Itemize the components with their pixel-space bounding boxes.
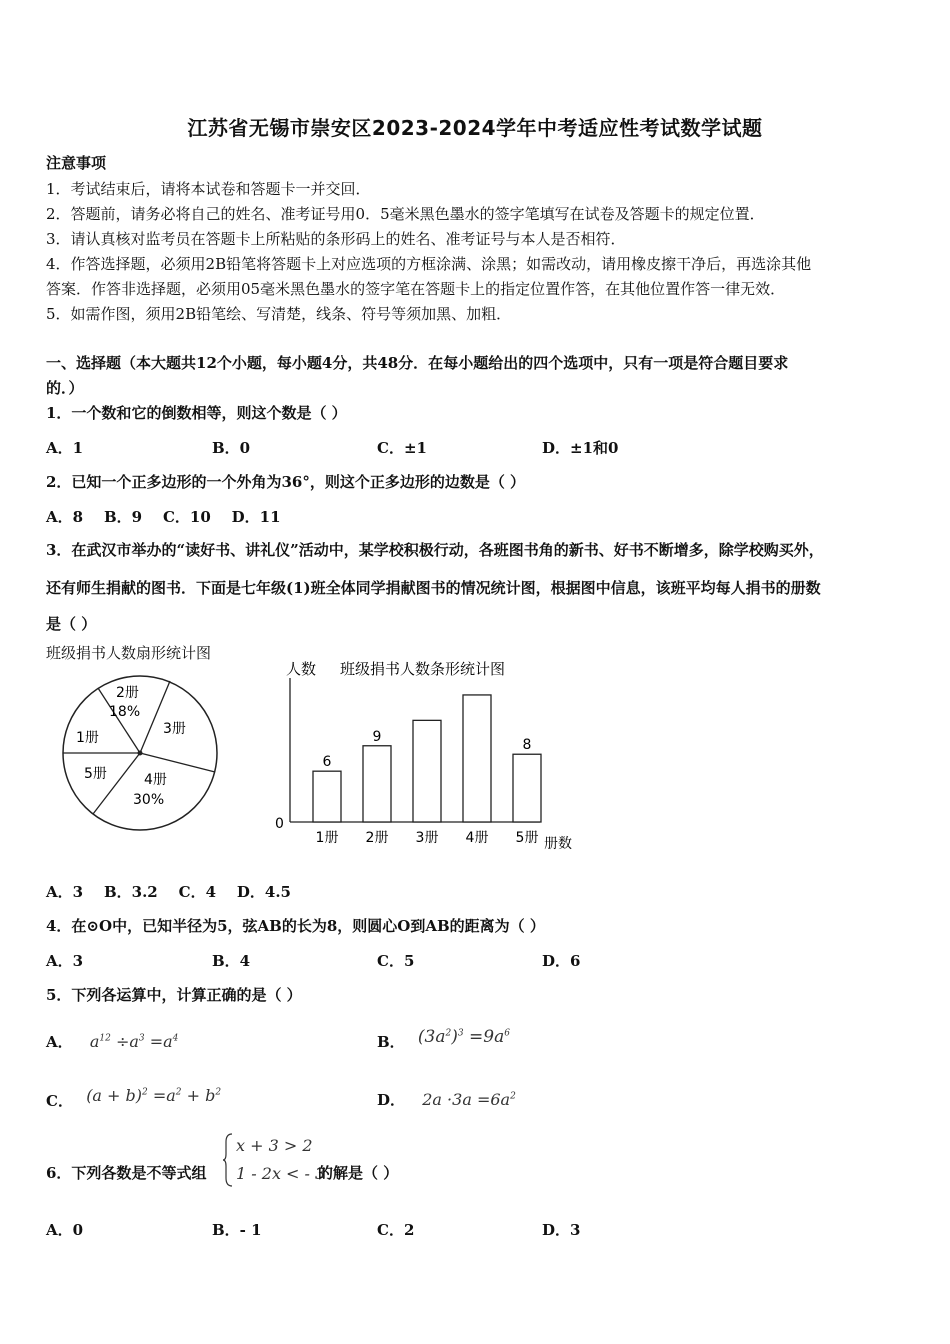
pie-divider	[140, 753, 215, 772]
notice-item: 1．考试结束后，请将本试卷和答题卡一并交回．	[46, 180, 371, 198]
q5-a-label: A．	[46, 1033, 73, 1051]
q4-option-d: D．6	[542, 952, 581, 970]
q5-b-expr: $(3a^2)^3 =9a^6$	[417, 1027, 510, 1047]
section-heading: 一、选择题（本大题共12个小题，每小题4分，共48分．在每小题给出的四个选项中，只有一项是符合题目要求	[46, 354, 789, 372]
question-6-stem-post: 的解是（ ）	[318, 1164, 399, 1182]
pie-chart	[40, 660, 240, 840]
section-heading-cont: 的．）	[46, 379, 84, 397]
pie-center	[138, 751, 143, 756]
q3-options: A．3 B．3.2 C．4 D．4.5	[46, 883, 291, 901]
q5-b-label: B．	[377, 1033, 405, 1051]
question-4-stem: 4．在⊙O中，已知半径为5，弦AB的长为8，则圆心O到AB的距离为（ ）	[46, 917, 545, 935]
bar-origin-label: 0	[275, 816, 284, 832]
question-5-stem: 5．下列各运算中，计算正确的是（ ）	[46, 986, 302, 1004]
pie-label-2: 2册	[116, 685, 139, 701]
bar-3	[413, 720, 441, 822]
q6-option-d: D．3	[542, 1221, 581, 1239]
bar-chart	[270, 650, 590, 860]
question-1-stem: 1．一个数和它的倒数相等，则这个数是（ ）	[46, 404, 347, 422]
bar-2	[363, 746, 391, 822]
pie-percent-4: 30%	[133, 792, 165, 808]
q1-option-d: D．±1和0	[542, 439, 619, 457]
q2-options: A．8 B．9 C．10 D．11	[46, 508, 281, 526]
q5-option-b	[377, 1026, 510, 1051]
pie-label-3: 3册	[163, 721, 186, 737]
bar-value-label-1: 6	[322, 754, 332, 771]
question-6-stem-pre: 6．下列各数是不等式组	[46, 1164, 207, 1182]
bar-chart-title: 班级捐书人数条形统计图	[340, 660, 506, 678]
bar-xlabel: 册数	[544, 836, 572, 852]
page-title: 江苏省无锡市崇安区2023-2024学年中考适应性考试数学试题	[187, 116, 763, 140]
q6-option-b: B．- 1	[212, 1221, 262, 1239]
q6-inequality-2: 1 - 2x < - 3	[236, 1164, 326, 1183]
pie-chart-title: 班级捐书人数扇形统计图	[46, 644, 212, 662]
bar-category-label-2: 2册	[365, 830, 389, 846]
bar-category-label-5: 5册	[515, 830, 539, 846]
q1-option-a: A．1	[46, 439, 84, 457]
q4-option-a: A．3	[46, 952, 84, 970]
bar-value-label-2: 9	[372, 728, 382, 745]
q5-d-expr: $2a \cdot 3a =6a^2$	[422, 1090, 516, 1109]
notice-item: 答案．作答非选择题，必须用05毫米黑色墨水的签字笔在答题卡上的指定位置作答，在其他位置作答一律无效．	[46, 280, 786, 298]
q1-option-c: C．±1	[377, 439, 427, 457]
bar-category-label-3: 3册	[415, 830, 439, 846]
q4-option-b: B．4	[212, 952, 251, 970]
bar-5	[513, 754, 541, 822]
q5-option-d	[377, 1089, 516, 1110]
bar-value-label-5: 8	[522, 737, 532, 754]
bar-category-label-4: 4册	[465, 830, 489, 846]
question-2-stem: 2．已知一个正多边形的一个外角为36°，则这个正多边形的边数是（ ）	[46, 473, 526, 491]
pie-label-5: 5册	[84, 766, 107, 782]
q5-option-c	[46, 1085, 222, 1110]
bar-ylabel: 人数	[286, 660, 317, 678]
question-3-line: 还有师生捐献的图书．下面是七年级(1)班全体同学捐献图书的情况统计图，根据图中信息，该班平均每人捐书的册数	[46, 579, 821, 597]
notice-item: 5．如需作图，须用2B铅笔绘、写清楚，线条、符号等须加黑、加粗．	[46, 305, 512, 323]
notice-item: 3．请认真核对监考员在答题卡上所粘贴的条形码上的姓名、准考证号与本人是否相符．	[46, 230, 626, 248]
bar-1	[313, 771, 341, 822]
q1-option-b: B．0	[212, 439, 251, 457]
q5-c-expr: $(a + b)^2 =a^2 + b^2$	[86, 1086, 222, 1105]
question-3-line: 3．在武汉市举办的“读好书、讲礼仪”活动中，某学校积极行动，各班图书角的新书、好书不断增多，除学校购买外，	[46, 541, 824, 559]
q4-option-c: C．5	[377, 952, 415, 970]
notice-item: 2．答题前，请务必将自己的姓名、准考证号用0．5毫米黑色墨水的签字笔填写在试卷及答题卡的规定位置．	[46, 205, 765, 223]
bar-category-label-1: 1册	[315, 830, 339, 846]
brace-icon	[222, 1132, 234, 1188]
q5-d-label: D．	[377, 1091, 406, 1109]
q6-option-a: A．0	[46, 1221, 84, 1239]
q5-option-a	[46, 1031, 178, 1052]
notice-item: 4．作答选择题，必须用2B铅笔将答题卡上对应选项的方框涂满、涂黑；如需改动，请用橡皮擦干净后，再选涂其他	[46, 255, 812, 273]
pie-divider	[140, 681, 170, 753]
pie-label-1: 1册	[76, 730, 99, 746]
notice-heading: 注意事项	[46, 154, 107, 172]
bar-4	[463, 695, 491, 822]
q5-a-expr: $a^{12} \div a^3 =a^4$	[89, 1032, 179, 1051]
q6-inequality-1: x + 3 > 2	[236, 1136, 313, 1155]
q6-option-c: C．2	[377, 1221, 415, 1239]
pie-label-4: 4册	[144, 772, 167, 788]
pie-percent-2: 18%	[109, 704, 141, 720]
question-3-line: 是（ ）	[46, 615, 97, 633]
q5-c-label: C．	[46, 1092, 73, 1110]
